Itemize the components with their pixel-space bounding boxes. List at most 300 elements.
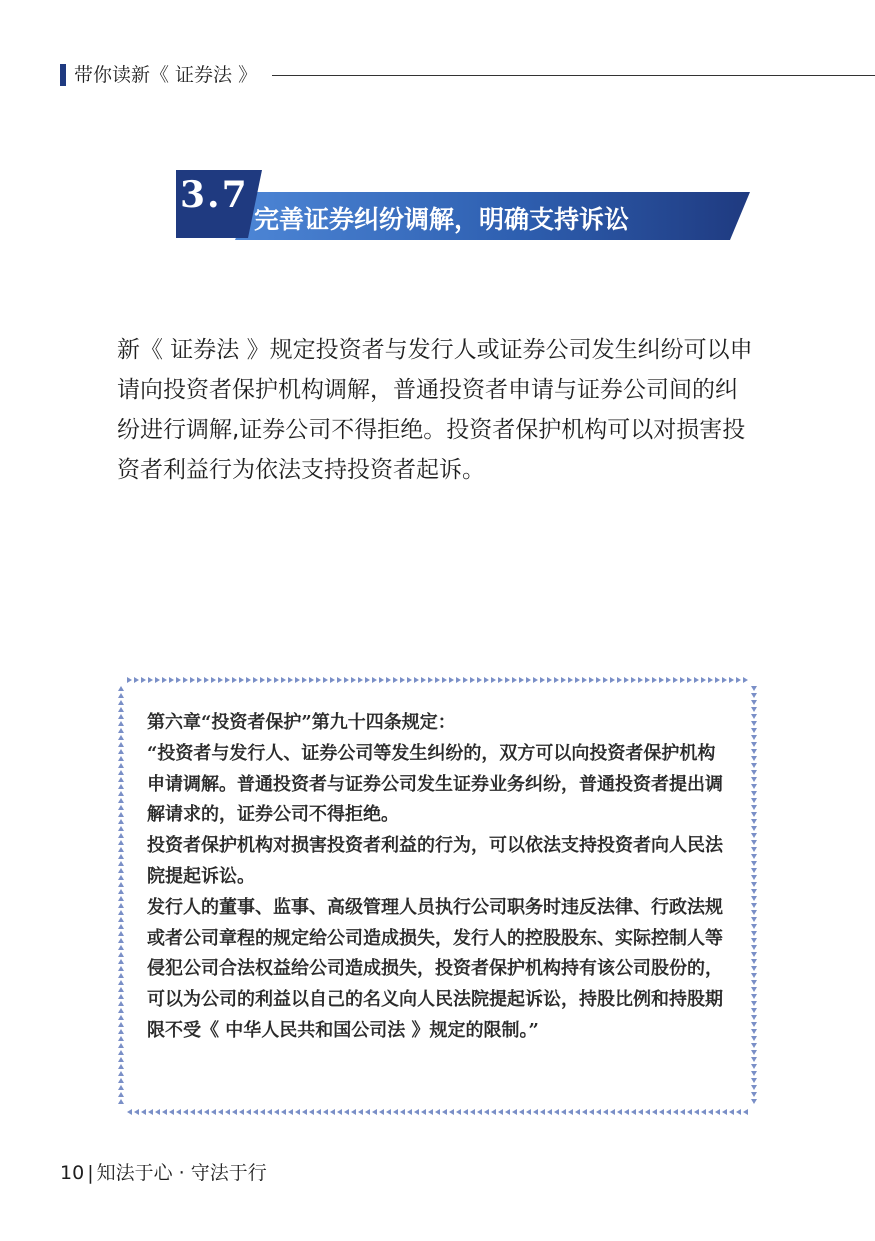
border-arrow [414,1109,419,1115]
border-arrow [118,959,124,964]
border-arrow [379,1109,384,1115]
border-arrow [372,1109,377,1115]
border-arrow [708,677,713,683]
border-arrow [645,1109,650,1115]
law-quote-text [147,708,732,1047]
border-arrow [751,875,757,880]
border-arrow [751,693,757,698]
border-arrow [118,833,124,838]
border-arrow [729,677,734,683]
border-arrow [400,1109,405,1115]
border-arrow [751,763,757,768]
border-arrow [673,677,678,683]
border-arrow [239,1109,244,1115]
border-arrow [505,1109,510,1115]
border-arrow [751,861,757,866]
border-arrow [344,1109,349,1115]
border-arrow [118,966,124,971]
border-arrow [281,677,286,683]
border-arrow [729,1109,734,1115]
border-arrow [386,677,391,683]
border-arrow [379,677,384,683]
border-arrow [118,924,124,929]
border-arrow [463,677,468,683]
border-arrow [701,677,706,683]
border-arrow [141,677,146,683]
border-arrow [526,1109,531,1115]
border-arrow [751,868,757,873]
border-arrow [183,1109,188,1115]
quote-paragraph: 第六章“投资者保护”第九十四条规定： [147,712,456,733]
border-arrow [751,973,757,978]
header-accent-bar [60,64,66,86]
border-arrow [118,693,124,698]
border-arrow [561,677,566,683]
border-arrow [751,791,757,796]
border-arrow [751,924,757,929]
quote-paragraph: 投资者保护机构对损害投资者利益的行为，可以依法支持投资者向人民法院提起诉讼。 [147,835,723,887]
border-arrow [751,889,757,894]
border-arrow [610,1109,615,1115]
border-arrow [246,677,251,683]
border-arrow [118,742,124,747]
border-arrow [751,714,757,719]
border-arrow [118,938,124,943]
border-arrow [118,721,124,726]
border-arrow [393,1109,398,1115]
border-arrow [118,1057,124,1062]
border-arrow [680,677,685,683]
footer-slogan: 知法于心 · 守法于行 [96,1162,267,1184]
border-arrow [288,1109,293,1115]
border-arrow [118,980,124,985]
border-arrow [365,677,370,683]
border-arrow [743,1109,748,1115]
border-arrow [134,677,139,683]
border-arrow [715,677,720,683]
border-arrow [751,805,757,810]
border-arrow [751,896,757,901]
border-arrow [477,677,482,683]
page-number: 10 [60,1162,85,1184]
border-arrow [561,1109,566,1115]
border-arrow [659,1109,664,1115]
footer-separator: | [87,1162,94,1184]
header-divider [272,75,875,76]
border-arrow [239,677,244,683]
border-arrow [568,677,573,683]
border-arrow [596,1109,601,1115]
border-arrow [498,677,503,683]
border-arrow [751,1001,757,1006]
border-arrow [211,1109,216,1115]
border-arrow [722,677,727,683]
border-arrow [736,677,741,683]
border-arrow [295,677,300,683]
border-arrow [751,700,757,705]
border-arrow [596,677,601,683]
border-arrow [751,826,757,831]
border-arrow [526,677,531,683]
border-arrow [659,677,664,683]
border-arrow [624,1109,629,1115]
border-arrow [365,1109,370,1115]
border-arrow [694,677,699,683]
border-arrow [751,784,757,789]
border-arrow [169,1109,174,1115]
border-arrow [118,875,124,880]
border-arrow [134,1109,139,1115]
border-arrow [118,1008,124,1013]
border-arrow [274,677,279,683]
border-arrow [337,1109,342,1115]
border-arrow [118,854,124,859]
border-arrow [751,1036,757,1041]
border-arrow [575,677,580,683]
border-arrow [118,910,124,915]
border-arrow [118,735,124,740]
border-arrow [118,728,124,733]
border-arrow [519,1109,524,1115]
border-arrow [351,677,356,683]
border-arrow [118,819,124,824]
border-arrow [127,677,132,683]
border-arrow [295,1109,300,1115]
border-arrow [751,882,757,887]
border-arrow [118,945,124,950]
border-arrow [491,1109,496,1115]
border-arrow [554,677,559,683]
border-arrow [118,700,124,705]
border-arrow [118,994,124,999]
border-arrow [309,1109,314,1115]
border-arrow [512,677,517,683]
border-arrow [118,707,124,712]
border-arrow [118,1029,124,1034]
border-arrow [589,677,594,683]
border-arrow [751,1071,757,1076]
border-arrow [519,677,524,683]
border-arrow [540,677,545,683]
border-arrow [232,1109,237,1115]
section-number: 3.7 [180,174,249,216]
border-arrow [751,1015,757,1020]
border-arrow [267,1109,272,1115]
border-arrow [751,959,757,964]
page-header [60,61,875,89]
border-arrow [118,868,124,873]
border-arrow [666,677,671,683]
border-arrow [498,1109,503,1115]
border-arrow [751,1085,757,1090]
border-arrow [751,1057,757,1062]
law-quote-box [117,676,758,1116]
border-arrow [456,1109,461,1115]
border-arrow [118,784,124,789]
border-arrow [751,980,757,985]
border-arrow [554,1109,559,1115]
border-arrow [751,994,757,999]
border-arrow [645,677,650,683]
border-arrow [421,677,426,683]
border-arrow [751,1008,757,1013]
border-arrow [118,1036,124,1041]
border-arrow [118,882,124,887]
border-arrow [751,721,757,726]
border-arrow [582,677,587,683]
border-arrow [751,735,757,740]
border-arrow [751,770,757,775]
border-arrow [610,677,615,683]
border-arrow [449,1109,454,1115]
border-arrow [246,1109,251,1115]
border-arrow [118,805,124,810]
border-arrow [162,1109,167,1115]
section-title: 完善证券纠纷调解，明确支持诉讼 [254,205,630,234]
border-arrow [680,1109,685,1115]
border-arrow [400,677,405,683]
border-arrow [428,1109,433,1115]
border-arrow [421,1109,426,1115]
border-arrow [118,1071,124,1076]
border-arrow [638,1109,643,1115]
border-arrow [218,677,223,683]
border-arrow [323,1109,328,1115]
border-arrow [751,686,757,691]
border-arrow [118,791,124,796]
border-arrow [751,756,757,761]
border-arrow [568,1109,573,1115]
border-arrow [456,677,461,683]
border-arrow [155,1109,160,1115]
border-arrow [358,677,363,683]
border-arrow [540,1109,545,1115]
border-arrow [148,1109,153,1115]
border-arrow [118,1092,124,1097]
border-arrow [288,677,293,683]
border-arrow [414,677,419,683]
border-arrow [309,677,314,683]
border-arrow [751,819,757,824]
border-arrow [751,812,757,817]
border-arrow [118,1078,124,1083]
border-arrow [652,677,657,683]
border-arrow [751,966,757,971]
border-arrow [118,812,124,817]
border-arrow [225,677,230,683]
intro-paragraph: 新《 证券法 》规定投资者与发行人或证券公司发生纠纷可以申请向投资者保护机构调解，普通投资者申请与证券公司间的纠纷进行调解,证券公司不得拒绝。投资者保护机构可以对损害投资者利益行为依法支持投资者起诉。 [117,337,753,483]
border-arrow [190,1109,195,1115]
border-arrow [624,677,629,683]
border-arrow [127,1109,132,1115]
border-arrow [708,1109,713,1115]
border-arrow [118,973,124,978]
border-arrow [751,840,757,845]
border-arrow [687,677,692,683]
border-arrow [751,1022,757,1027]
border-arrow [118,1099,124,1104]
border-arrow [701,1109,706,1115]
border-arrow [435,677,440,683]
border-arrow [442,1109,447,1115]
border-arrow [751,910,757,915]
border-arrow [118,931,124,936]
border-arrow [141,1109,146,1115]
border-arrow [751,931,757,936]
border-arrow [694,1109,699,1115]
border-arrow [260,1109,265,1115]
border-arrow [442,677,447,683]
border-arrow [751,749,757,754]
border-arrow [118,749,124,754]
border-arrow [267,677,272,683]
border-arrow [617,677,622,683]
border-arrow [197,1109,202,1115]
border-arrow [344,677,349,683]
border-arrow [751,1099,757,1104]
border-arrow [118,1015,124,1020]
border-arrow [407,677,412,683]
border-arrow [337,677,342,683]
border-arrow [751,917,757,922]
border-arrow [617,1109,622,1115]
border-arrow [316,1109,321,1115]
border-arrow [751,1043,757,1048]
border-arrow [751,945,757,950]
border-arrow [751,903,757,908]
border-arrow [118,987,124,992]
border-arrow [428,677,433,683]
page-footer [60,1158,267,1188]
border-arrow [330,677,335,683]
border-arrow [751,1029,757,1034]
border-arrow [118,1050,124,1055]
border-arrow [302,1109,307,1115]
border-arrow [204,677,209,683]
border-arrow [190,677,195,683]
border-arrow [118,1064,124,1069]
border-arrow [603,677,608,683]
border-arrow [533,677,538,683]
border-arrow [715,1109,720,1115]
border-arrow [751,728,757,733]
border-arrow [351,1109,356,1115]
border-arrow [505,677,510,683]
border-arrow [491,677,496,683]
border-arrow [751,798,757,803]
border-arrow [323,677,328,683]
border-arrow [281,1109,286,1115]
border-arrow [358,1109,363,1115]
border-arrow [751,777,757,782]
border-arrow [638,677,643,683]
border-arrow [512,1109,517,1115]
border-arrow [751,1092,757,1097]
border-arrow [211,677,216,683]
quote-paragraph: “投资者与发行人、证券公司等发生纠纷的，双方可以向投资者保护机构申请调解。普通投资者与证券公司发生证券业务纠纷，普通投资者提出调解请求的，证券公司不得拒绝。 [147,742,723,826]
border-arrow [176,677,181,683]
border-arrow [118,826,124,831]
border-arrow [751,938,757,943]
border-arrow [743,677,748,683]
border-arrow [155,677,160,683]
border-arrow [477,1109,482,1115]
border-arrow [751,952,757,957]
border-arrow [118,847,124,852]
border-arrow [118,952,124,957]
border-arrow [118,861,124,866]
border-arrow [751,847,757,852]
header-title: 带你读新《 证券法 》 [74,64,258,86]
border-arrow [751,742,757,747]
border-arrow [575,1109,580,1115]
border-arrow [736,1109,741,1115]
border-arrow [253,1109,258,1115]
border-arrow [372,677,377,683]
border-arrow [751,854,757,859]
border-arrow [169,677,174,683]
border-arrow [118,1085,124,1090]
border-arrow [470,677,475,683]
border-arrow [449,677,454,683]
border-arrow [260,677,265,683]
border-arrow [118,714,124,719]
border-arrow [118,889,124,894]
border-arrow [148,677,153,683]
border-arrow [118,798,124,803]
border-arrow [118,917,124,922]
border-arrow [386,1109,391,1115]
border-arrow [666,1109,671,1115]
border-arrow [751,1050,757,1055]
border-arrow [118,1022,124,1027]
border-arrow [687,1109,692,1115]
border-arrow [582,1109,587,1115]
border-arrow [470,1109,475,1115]
border-arrow [176,1109,181,1115]
border-arrow [118,777,124,782]
quote-paragraph: 发行人的董事、监事、高级管理人员执行公司职务时违反法律、行政法规或者公司章程的规定给公司造成损失，发行人的控股股东、实际控制人等侵犯公司合法权益给公司造成损失，投资者保护机构持有该公司股份的，可以为公司的利益以自己的名义向人民法院提起诉讼，持股比例和持股期限不受《 中华人民共和国公司法 》规定的限制。” [147,896,723,1041]
border-arrow [118,686,124,691]
border-arrow [274,1109,279,1115]
border-arrow [652,1109,657,1115]
border-arrow [118,840,124,845]
section-banner [170,168,755,248]
border-arrow [330,1109,335,1115]
border-arrow [751,707,757,712]
border-arrow [118,896,124,901]
border-arrow [218,1109,223,1115]
border-arrow [118,756,124,761]
border-arrow [751,833,757,838]
border-arrow [547,677,552,683]
border-arrow [751,1078,757,1083]
border-arrow [253,677,258,683]
border-arrow [484,677,489,683]
border-arrow [118,1001,124,1006]
border-arrow [316,677,321,683]
border-arrow [589,1109,594,1115]
border-arrow [118,763,124,768]
border-arrow [197,677,202,683]
border-arrow [183,677,188,683]
border-arrow [533,1109,538,1115]
border-arrow [118,1043,124,1048]
border-arrow [435,1109,440,1115]
border-arrow [484,1109,489,1115]
border-arrow [118,903,124,908]
border-arrow [751,1064,757,1069]
